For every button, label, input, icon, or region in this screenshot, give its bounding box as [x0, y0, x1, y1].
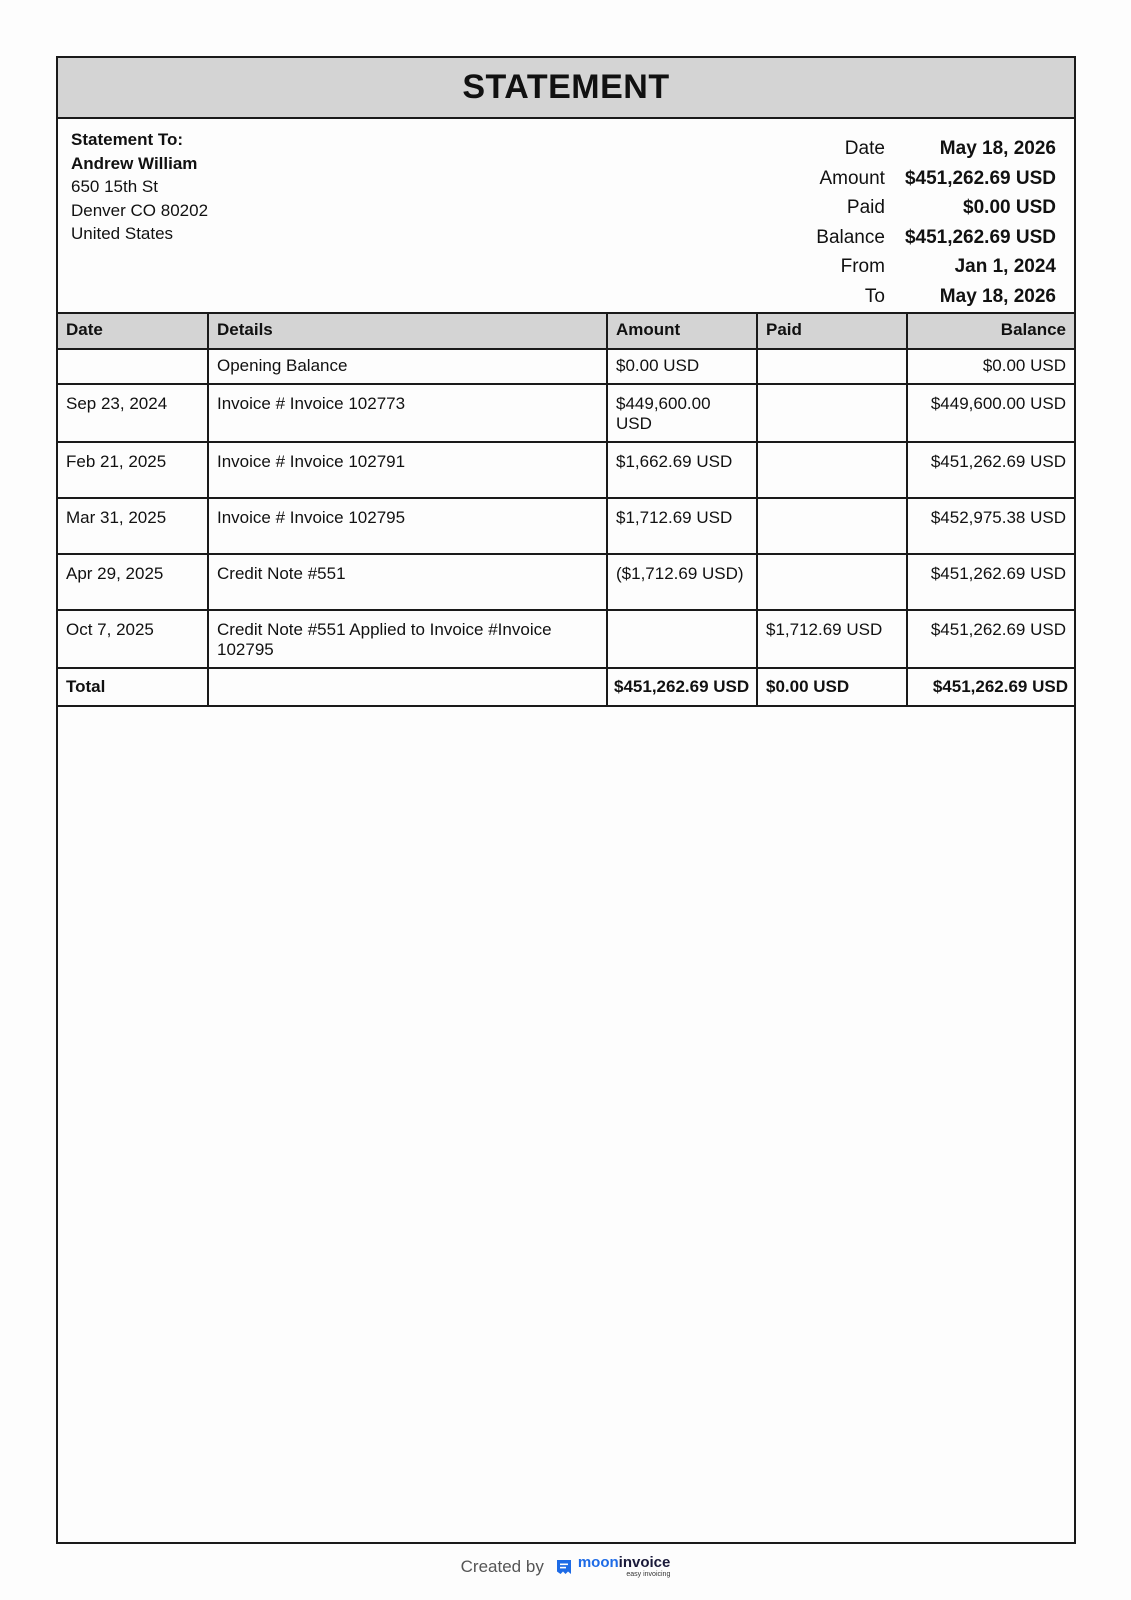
summary-label: From: [840, 256, 885, 277]
summary-row-amount: [816, 164, 1056, 194]
header-date: Date: [58, 314, 208, 349]
summary-value: $451,262.69 USD: [904, 226, 1056, 248]
summary-value: May 18, 2026: [939, 138, 1056, 159]
cell-date: Sep 23, 2024: [58, 384, 208, 442]
summary-value: May 18, 2026: [939, 285, 1056, 307]
statement-info: [58, 119, 1074, 314]
cell-balance: $451,262.69 USD: [907, 610, 1074, 668]
total-label: Total: [58, 668, 208, 706]
logo-wordmark: mooninvoice: [577, 1554, 671, 1571]
cell-paid: [757, 554, 907, 610]
cell-details: Invoice # Invoice 102773: [208, 384, 607, 442]
header-balance: Balance: [907, 314, 1074, 349]
cell-balance: $451,262.69 USD: [907, 554, 1074, 610]
cell-details: Credit Note #551 Applied to Invoice #Invoice 102795: [208, 610, 607, 668]
cell-date: Feb 21, 2025: [58, 442, 208, 498]
header-amount: Amount: [607, 314, 757, 349]
total-row: [58, 668, 1074, 706]
cell-balance: $451,262.69 USD: [907, 442, 1074, 498]
cell-amount: $1,712.69 USD: [607, 498, 757, 554]
created-by-text: Created by: [460, 1556, 544, 1576]
total-paid: $0.00 USD: [757, 668, 907, 706]
cell-amount: $0.00 USD: [607, 349, 757, 385]
bill-to-label: Statement To:: [71, 130, 184, 149]
address-line-1: 650 15th St: [71, 177, 158, 196]
cell-balance: $452,975.38 USD: [907, 498, 1074, 554]
statement-title: STATEMENT: [58, 58, 1074, 119]
opening-balance-row: [58, 349, 1074, 385]
mooninvoice-logo[interactable]: [554, 1555, 671, 1578]
cell-date: Apr 29, 2025: [58, 554, 208, 610]
summary-label: Balance: [816, 226, 885, 248]
summary-row-date: [816, 134, 1056, 164]
total-balance: $451,262.69 USD: [907, 668, 1074, 706]
summary-value: $451,262.69 USD: [904, 167, 1056, 189]
bill-to-block: [71, 128, 208, 246]
table-row: [58, 554, 1074, 610]
cell-date: Oct 7, 2025: [58, 610, 208, 668]
cell-amount: [607, 610, 757, 668]
logo-tagline: easy invoicing: [626, 1571, 671, 1578]
cell-balance: $449,600.00 USD: [907, 384, 1074, 442]
table-row: [58, 384, 1074, 442]
summary-row-from: [816, 252, 1056, 282]
address-line-2: Denver CO 80202: [71, 200, 209, 220]
cell-balance: $0.00 USD: [907, 349, 1074, 385]
summary-row-to: [816, 282, 1056, 312]
cell-date: [58, 349, 208, 385]
cell-date: Mar 31, 2025: [58, 498, 208, 554]
table-row: [58, 610, 1074, 668]
summary-row-balance: [816, 223, 1056, 253]
header-paid: Paid: [757, 314, 907, 349]
cell-details: Invoice # Invoice 102795: [208, 498, 607, 554]
moon-invoice-logo-icon: [554, 1557, 574, 1577]
transactions-table: [58, 314, 1074, 707]
cell-amount: $449,600.00 USD: [607, 384, 757, 442]
summary-label: Date: [844, 138, 885, 159]
footer: [0, 1555, 1131, 1578]
cell-details: Opening Balance: [208, 349, 607, 385]
summary-label: Amount: [819, 167, 885, 189]
summary-row-paid: [816, 193, 1056, 223]
statement-summary: [816, 134, 1056, 311]
statement-frame: [56, 56, 1076, 1544]
total-amount: $451,262.69 USD: [607, 668, 757, 706]
summary-value: $0.00 USD: [963, 197, 1056, 218]
cell-amount: ($1,712.69 USD): [607, 554, 757, 610]
summary-label: Paid: [846, 197, 885, 218]
customer-name: Andrew William: [71, 153, 198, 173]
cell-details: Credit Note #551: [208, 554, 607, 610]
cell-details: Invoice # Invoice 102791: [208, 442, 607, 498]
summary-value: Jan 1, 2024: [954, 256, 1056, 277]
cell-paid: [757, 498, 907, 554]
cell-paid: $1,712.69 USD: [757, 610, 907, 668]
table-row: [58, 442, 1074, 498]
header-details: Details: [208, 314, 607, 349]
cell-paid: [757, 349, 907, 385]
table-header-row: [58, 314, 1074, 349]
summary-label: To: [864, 285, 885, 307]
table-row: [58, 498, 1074, 554]
cell-amount: $1,662.69 USD: [607, 442, 757, 498]
cell-paid: [757, 384, 907, 442]
cell-paid: [757, 442, 907, 498]
total-details: [208, 668, 607, 706]
address-country: United States: [71, 224, 174, 243]
